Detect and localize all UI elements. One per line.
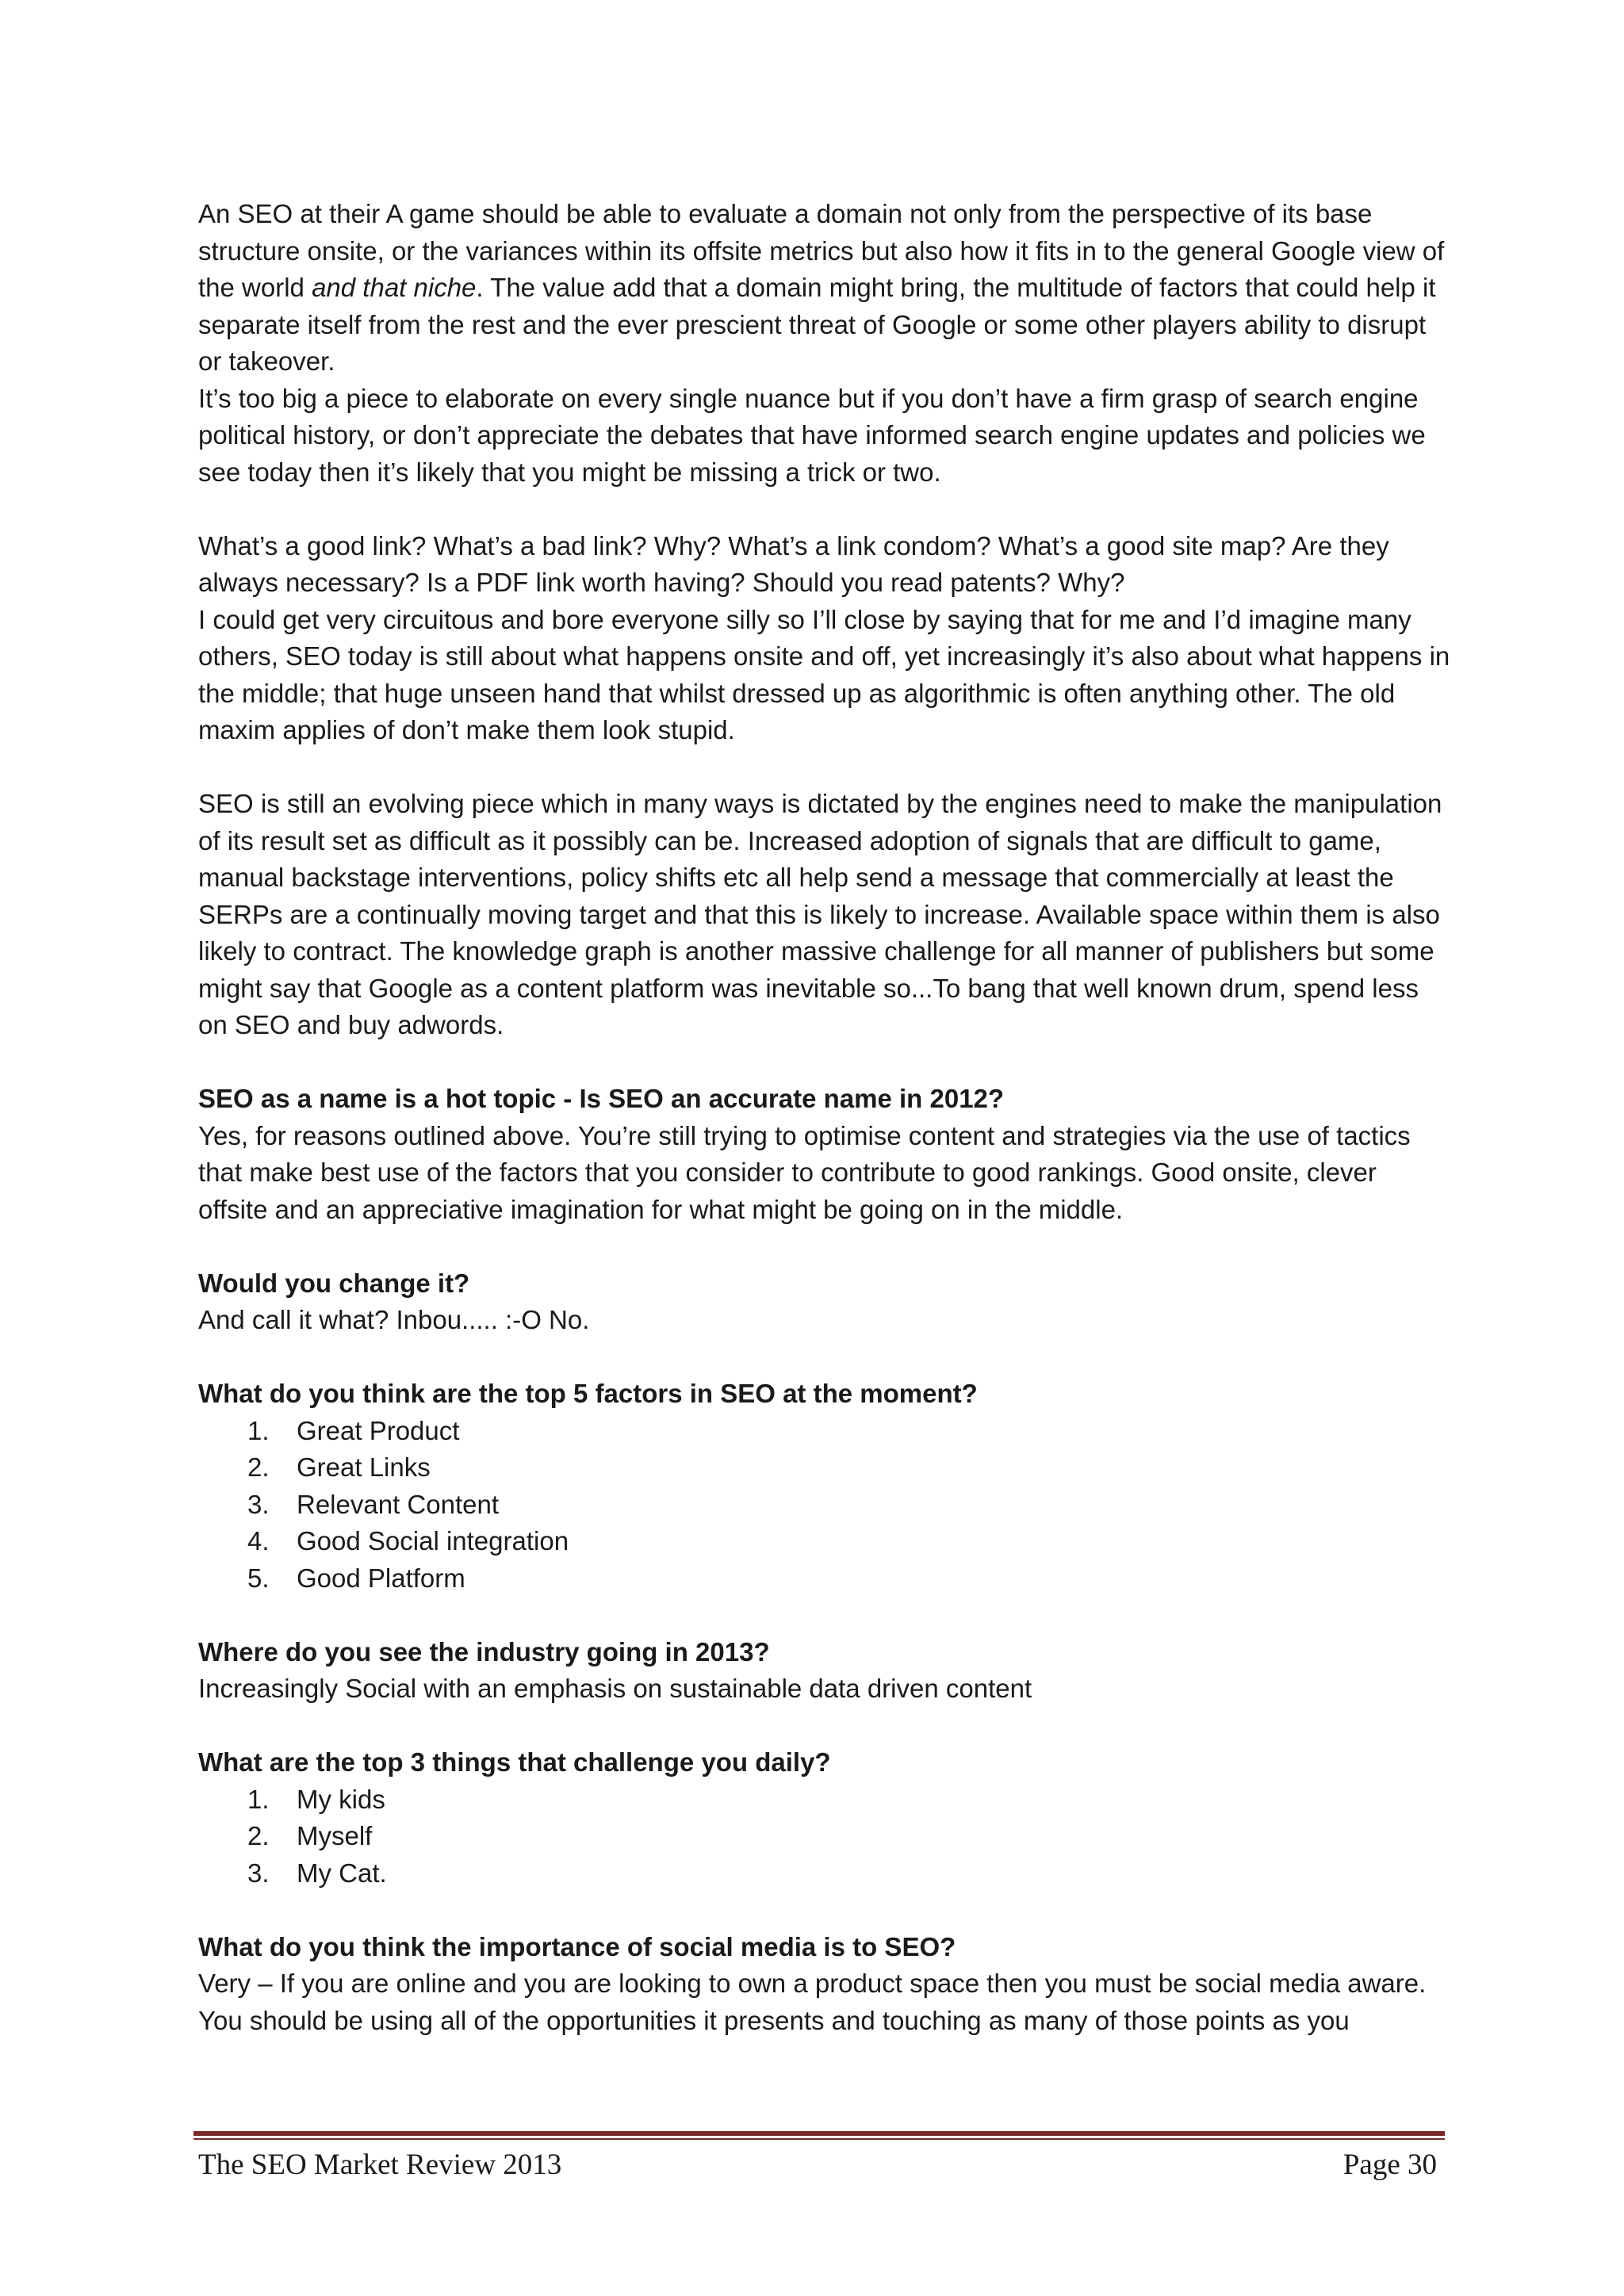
list-item xyxy=(198,1523,1451,1560)
list-number: 1. xyxy=(247,1784,270,1814)
list-item-text: Good Platform xyxy=(297,1563,465,1593)
list-number: 4. xyxy=(247,1526,270,1556)
paragraph-spacer xyxy=(198,749,1451,786)
list-number: 2. xyxy=(247,1821,270,1850)
list-number: 5. xyxy=(247,1563,270,1593)
answer-text: You should be using all of the opportunities it presents and touching as many of those points as you xyxy=(198,2005,1350,2035)
list-item xyxy=(198,1818,1451,1855)
question-heading: What do you think are the top 5 factors in SEO at the moment? xyxy=(198,1379,978,1408)
list-item-text: Great Links xyxy=(297,1452,431,1482)
list-item xyxy=(198,1560,1451,1598)
footer-rule xyxy=(193,2138,1445,2140)
list-number: 1. xyxy=(247,1415,270,1445)
list-item xyxy=(198,1781,1451,1819)
paragraph-spacer xyxy=(198,1597,1451,1634)
list-number: 3. xyxy=(247,1858,270,1888)
body-paragraph-1 xyxy=(198,196,1451,381)
list-item-text: Great Product xyxy=(297,1415,460,1445)
answer-text: Very – If you are online and you are looking to own a product space then you must be social media aware. xyxy=(198,1969,1427,1998)
footer-rule xyxy=(193,2131,1445,2136)
list-item xyxy=(198,1487,1451,1524)
page-number: Page 30 xyxy=(1342,2149,1437,2181)
list-item-text: Relevant Content xyxy=(297,1489,499,1519)
footer-title: The SEO Market Review 2013 xyxy=(198,2149,562,2181)
question-heading: Where do you see the industry going in 2013? xyxy=(198,1636,770,1667)
paragraph-spacer xyxy=(198,1044,1451,1081)
italic-phrase: and that niche xyxy=(312,273,477,302)
paragraph-spacer xyxy=(198,1228,1451,1265)
list-number: 2. xyxy=(247,1452,270,1482)
paragraph-spacer xyxy=(198,491,1451,528)
question-heading: SEO as a name is a hot topic - Is SEO an accurate name in 2012? xyxy=(198,1084,1005,1113)
question-heading: Would you change it? xyxy=(198,1268,470,1298)
list-item xyxy=(198,1413,1451,1450)
body-paragraph-5: SEO is still an evolving piece which in many ways is dictated by the engines need to make the manipulation of its result set as difficult as it possibly can be. Increased adoption of signals that are difficult to game, manual backstage interventions, policy shifts etc all help send a message that commercially at least the SERPs are a continually moving target and that this is likely to increase. Available space within them is also likely to contract. The knowledge graph is another massive challenge for all manner of publishers but some might say that Google as a content platform was inevitable so...To bang that well known drum, spend less on SEO and buy adwords. xyxy=(198,789,1442,1039)
list-item-text: Good Social integration xyxy=(297,1526,569,1556)
page-content xyxy=(198,196,1451,2039)
paragraph-spacer xyxy=(198,1339,1451,1376)
factors-list xyxy=(198,1413,1451,1598)
paragraph-text: An SEO at their A game should be able to evaluate a domain not only from the perspective of its base structure onsite, or the variances within its offsite metrics but also how it fits in to the general Google view of the world xyxy=(198,199,1445,302)
body-paragraph-3: What’s a good link? What’s a bad link? Why? What’s a link condom? What’s a good site map? Are they always necessary? Is a PDF link worth having? Should you read patents? Why? xyxy=(198,530,1389,597)
answer-text: Yes, for reasons outlined above. You’re still trying to optimise content and strategies via the use of tactics that make best use of the factors that you consider to contribute to good rankings. Good onsite, clever offsite and an appreciative imagination for what might be going on in the middle. xyxy=(198,1120,1411,1224)
question-heading: What are the top 3 things that challenge you daily? xyxy=(198,1747,831,1777)
body-paragraph-4: I could get very circuitous and bore everyone silly so I’ll close by saying that for me and I’d imagine many others, SEO today is still about what happens onsite and off, yet increasingly it’s also about what happens in the middle; that huge unseen hand that whilst dressed up as algorithmic is often anything other. The old maxim applies of don’t make them look stupid. xyxy=(198,604,1450,744)
answer-text: Increasingly Social with an emphasis on sustainable data driven content xyxy=(198,1674,1032,1703)
paragraph-spacer xyxy=(198,1892,1451,1929)
list-item-text: Myself xyxy=(297,1821,373,1850)
list-item xyxy=(198,1855,1451,1892)
question-heading: What do you think the importance of social media is to SEO? xyxy=(198,1931,956,1961)
list-item-text: My Cat. xyxy=(297,1858,387,1888)
paragraph-spacer xyxy=(198,1708,1451,1745)
list-item-text: My kids xyxy=(297,1784,385,1814)
paragraph-text: . The value add that a domain might bring, the multitude of factors that could help it separate itself from the rest and the ever prescient threat of Google or some other players ability to disrupt or takeover. xyxy=(198,273,1436,376)
body-paragraph-2: It’s too big a piece to elaborate on every single nuance but if you don’t have a firm grasp of search engine political history, or don’t appreciate the debates that have informed search engine updates and policies we see today then it’s likely that you might be missing a trick or two. xyxy=(198,383,1426,487)
list-item xyxy=(198,1449,1451,1487)
list-number: 3. xyxy=(247,1489,270,1519)
challenges-list xyxy=(198,1781,1451,1892)
answer-text: And call it what? Inbou..... :-O No. xyxy=(198,1305,590,1334)
